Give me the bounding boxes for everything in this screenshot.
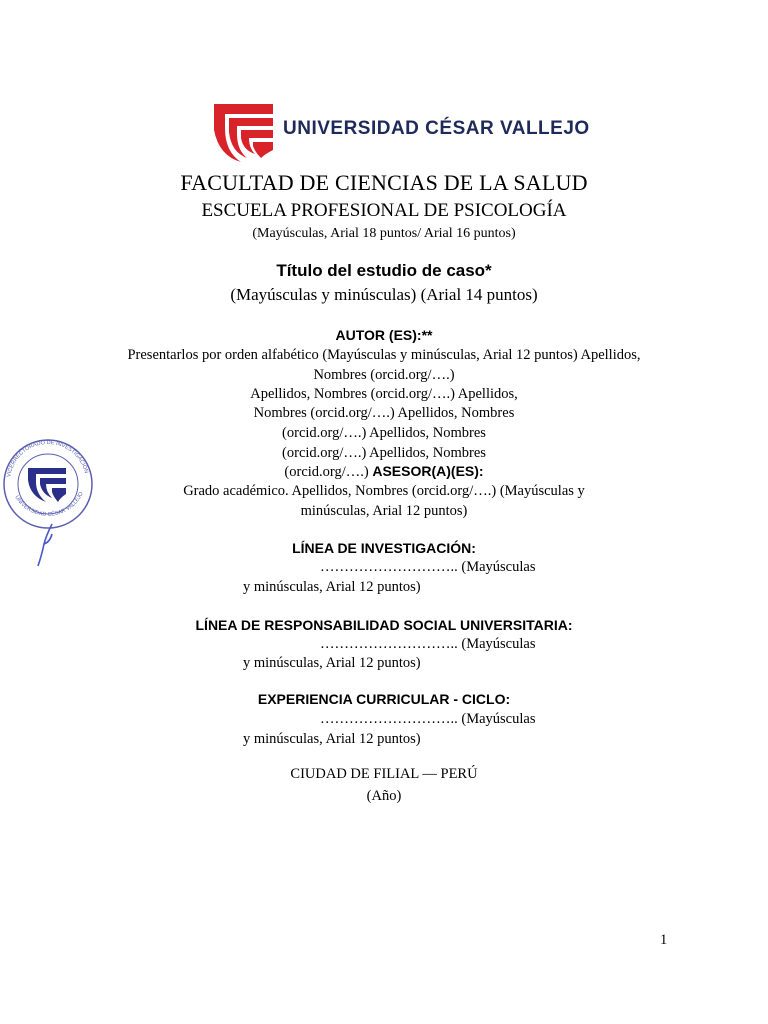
page-number: 1 <box>660 932 668 948</box>
university-seal-stamp <box>0 432 96 572</box>
research-line-placeholder: ……………………….. (Mayúsculas <box>320 559 536 575</box>
author-line: (orcid.org/….) Apellidos, Nombres <box>282 425 486 441</box>
faculty-name: FACULTAD DE CIENCIAS DE LA SALUD <box>180 170 588 195</box>
university-name: UNIVERSIDAD CÉSAR VALLEJO <box>283 118 590 139</box>
school-name: ESCUELA PROFESIONAL DE PSICOLOGÍA <box>201 200 567 221</box>
author-line: (orcid.org/….) Apellidos, Nombres <box>282 445 486 461</box>
city-country: CIUDAD DE FILIAL — PERÚ <box>290 766 478 782</box>
research-line-heading: LÍNEA DE INVESTIGACIÓN: <box>292 540 476 556</box>
author-line-prefix: (orcid.org/….) <box>284 464 373 480</box>
curricular-experience-heading: EXPERIENCIA CURRICULAR - CICLO: <box>257 691 511 707</box>
seal-icon <box>0 432 96 572</box>
author-line: Nombres (orcid.org/….) Apellidos, Nombres <box>253 405 515 421</box>
author-line: Presentarlos por orden alfabético (Mayúsculas y minúsculas, Arial 12 puntos) Apellidos, <box>127 347 641 363</box>
ucv-shield-icon <box>211 100 277 166</box>
university-logo <box>211 100 590 166</box>
header-format-note: (Mayúsculas, Arial 18 puntos/ Arial 16 puntos) <box>252 226 516 241</box>
research-line-format: y minúsculas, Arial 12 puntos) <box>243 579 421 595</box>
svg-text:UNIVERSIDAD CÉSAR VALLEJO: UNIVERSIDAD CÉSAR VALLEJO <box>13 491 85 518</box>
advisor-heading: ASESOR(A)(ES): <box>372 463 484 479</box>
authors-heading: AUTOR (ES):** <box>335 327 433 343</box>
author-line: Nombres (orcid.org/….) <box>313 367 455 383</box>
svg-text:VICERRECTORADO DE INVESTIGACIÓ: VICERRECTORADO DE INVESTIGACIÓN <box>6 439 89 478</box>
author-advisor-line <box>0 461 768 482</box>
social-responsibility-heading: LÍNEA DE RESPONSABILIDAD SOCIAL UNIVERSITARIA: <box>195 617 573 633</box>
curricular-experience-format: y minúsculas, Arial 12 puntos) <box>243 731 421 747</box>
advisor-line: Grado académico. Apellidos, Nombres (orcid.org/….) (Mayúsculas y <box>183 483 585 499</box>
social-responsibility-format: y minúsculas, Arial 12 puntos) <box>243 655 421 671</box>
year: (Año) <box>366 788 402 804</box>
advisor-line: minúsculas, Arial 12 puntos) <box>300 503 468 519</box>
title-format-note: (Mayúsculas y minúsculas) (Arial 14 puntos) <box>230 285 538 304</box>
social-responsibility-placeholder: ……………………….. (Mayúsculas <box>320 636 536 652</box>
study-title: Título del estudio de caso* <box>276 261 492 280</box>
author-line: Apellidos, Nombres (orcid.org/….) Apellidos, <box>250 386 518 402</box>
curricular-experience-placeholder: ……………………….. (Mayúsculas <box>320 711 536 727</box>
